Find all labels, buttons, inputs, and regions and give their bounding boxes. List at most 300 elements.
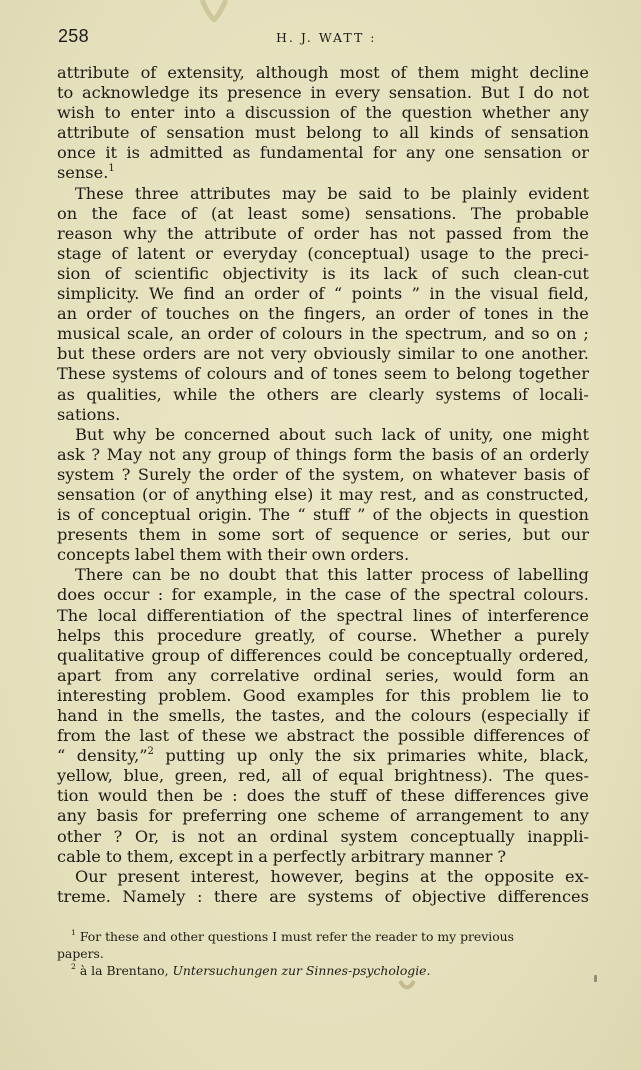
word: “ (333, 284, 343, 304)
word: least (247, 203, 288, 223)
word: them (179, 545, 222, 565)
word: would (452, 665, 503, 685)
word: extensity, (167, 63, 245, 82)
word: things (295, 444, 347, 464)
word: plainly (461, 183, 517, 203)
word: of (308, 284, 325, 304)
word: purely (536, 625, 589, 645)
text-line (57, 204, 589, 224)
word: the (374, 706, 402, 725)
word: case (344, 585, 382, 605)
text-line (57, 364, 589, 384)
word: orders (142, 344, 197, 364)
footnote-text: à la Brentano, (75, 963, 173, 978)
word: green, (174, 766, 228, 786)
word: of (484, 123, 501, 143)
word: stuff (313, 505, 350, 525)
word: There (75, 565, 124, 585)
word: belong (456, 364, 512, 384)
word: except (178, 846, 233, 866)
footnote-mark: 1 (71, 928, 76, 938)
word: ex- (565, 866, 589, 886)
word: ask (57, 444, 85, 464)
text-line (57, 264, 589, 284)
word: stuff (329, 786, 367, 806)
word: of (480, 444, 497, 464)
word: system (57, 464, 115, 484)
word: if (577, 706, 589, 725)
word: The (470, 203, 502, 223)
word: a (513, 625, 524, 645)
word: acknowledge (82, 83, 190, 103)
word: of (172, 484, 189, 504)
word: brightness). (394, 766, 493, 786)
word: not (148, 444, 176, 464)
word: concepts (57, 545, 131, 565)
text-line (57, 143, 589, 163)
word: to (572, 685, 589, 705)
word: in (285, 585, 302, 605)
word: is (126, 143, 140, 163)
word: on (556, 324, 577, 344)
word: once (57, 143, 96, 163)
word: one (444, 143, 475, 163)
word: the (268, 304, 295, 324)
word: in (495, 505, 512, 525)
word: as (232, 143, 251, 163)
word: helps (57, 625, 101, 645)
word: tion (57, 786, 89, 806)
word: conceptually (410, 826, 515, 846)
word: lack (383, 263, 418, 283)
word: ? (497, 846, 507, 866)
word: order (207, 324, 253, 344)
word: own (311, 545, 346, 565)
word: procedure (157, 625, 242, 645)
word: ” (357, 505, 366, 525)
text-line (57, 545, 589, 565)
word: of (375, 786, 392, 806)
word: musical (57, 324, 121, 344)
page-header (58, 26, 589, 50)
word: this (420, 685, 451, 705)
word: obviously (313, 344, 391, 364)
word: from (512, 223, 552, 243)
page-number: 258 (58, 26, 89, 46)
word: else) (274, 484, 314, 504)
word: on (57, 203, 78, 223)
word: has (369, 223, 398, 243)
word: “ (57, 746, 66, 766)
word: can (132, 565, 162, 585)
word: of (389, 806, 406, 826)
word: sations. (57, 404, 121, 424)
text-line (57, 867, 589, 887)
word: sensation (166, 123, 245, 143)
word: label (134, 545, 175, 565)
running-head: H. J. WATT : (276, 30, 377, 45)
word: sensation (510, 123, 589, 143)
word: ordinal (313, 665, 372, 685)
word: and (273, 364, 304, 384)
word: to (57, 83, 74, 103)
word: doubt (228, 565, 276, 585)
word: attribute (204, 223, 277, 243)
text-line (57, 806, 589, 826)
word: of (372, 505, 389, 525)
text-line (57, 103, 589, 123)
text-line (57, 887, 589, 907)
word: no (199, 565, 220, 585)
text-line (57, 666, 589, 686)
footnote-line (57, 962, 589, 979)
word: of (184, 364, 201, 384)
word: presents (57, 525, 128, 545)
word: sensation (57, 484, 136, 504)
word: (or (142, 484, 166, 504)
word: one (502, 424, 533, 444)
word: these (201, 726, 247, 746)
word: interference (487, 605, 589, 625)
word: tones (332, 364, 378, 384)
text-line (57, 766, 589, 786)
word: spectral (336, 605, 404, 625)
text-line (57, 706, 589, 726)
word: all (399, 123, 420, 143)
text-line (57, 344, 589, 364)
word: any (559, 806, 589, 826)
word: tones (483, 304, 529, 324)
word: objectivity (222, 263, 309, 283)
word: qualities, (86, 384, 162, 404)
word: an (237, 826, 258, 846)
word: of (384, 886, 401, 906)
word: the (454, 284, 482, 304)
word: local (97, 605, 137, 625)
word: lie (541, 685, 562, 705)
word: sort (271, 525, 305, 545)
word: The (57, 605, 88, 625)
word: the (504, 243, 532, 263)
word: basis (431, 444, 474, 464)
word: ? (91, 444, 101, 464)
word: simplicity. (57, 284, 140, 304)
word: colours. (523, 585, 589, 605)
word: apart (57, 665, 101, 685)
word: differences (497, 886, 589, 906)
word: Good (242, 685, 286, 705)
word: in (191, 525, 208, 545)
word: of (461, 605, 478, 625)
word: a (225, 103, 236, 123)
word: problem. (158, 685, 232, 705)
word: must (255, 123, 296, 143)
word: latent (137, 243, 186, 263)
word: latter (366, 565, 412, 585)
word: only (268, 746, 304, 766)
word: in (537, 304, 554, 324)
word: locali- (539, 384, 589, 404)
word: differences (229, 645, 322, 665)
word: enter (130, 103, 175, 123)
word: conceptually (407, 645, 512, 665)
word: an (57, 304, 78, 324)
word: preci- (541, 243, 589, 263)
word: why (112, 424, 147, 444)
word: be (155, 424, 176, 444)
word: that (285, 565, 319, 585)
word: there (213, 886, 258, 906)
word: primaries (386, 746, 467, 766)
word: the (308, 464, 335, 484)
word: abstract (286, 726, 355, 746)
text-line (57, 63, 589, 83)
word: does (57, 585, 95, 605)
text-line (57, 304, 589, 324)
word: spectral (448, 585, 516, 605)
margin-speck (594, 975, 597, 982)
word: order (232, 464, 278, 484)
word: But (480, 83, 510, 103)
word: a (258, 846, 268, 866)
word: yellow, (57, 766, 113, 786)
word: Or, (134, 826, 160, 846)
word: of (287, 223, 304, 243)
word: arrangement (415, 806, 523, 826)
word: qualitative (57, 645, 145, 665)
word: These (57, 364, 106, 384)
word: and (423, 484, 455, 504)
word: everyday (222, 243, 298, 263)
word: the (365, 103, 392, 123)
word: with (226, 545, 263, 565)
word: in (310, 83, 327, 103)
text-line (57, 83, 589, 103)
word: cable (57, 846, 101, 866)
word: smells, (168, 706, 226, 725)
word: attributes (189, 183, 271, 203)
word: the (309, 585, 337, 605)
text-line (57, 585, 589, 605)
word: treme. (57, 886, 111, 906)
word: then (156, 786, 194, 806)
word: order (253, 284, 300, 304)
text-line (57, 565, 589, 585)
word: to (478, 243, 495, 263)
word: the (314, 746, 342, 766)
word: of (431, 263, 448, 283)
word: : (196, 886, 203, 906)
word: objects (429, 505, 489, 525)
word: the (300, 605, 327, 625)
word: one (277, 806, 308, 826)
word: opposite (484, 866, 555, 886)
word: concerned (183, 424, 270, 444)
word: them (138, 525, 181, 545)
word: do (533, 83, 554, 103)
word: spectrum, (404, 324, 488, 344)
word: for (372, 143, 397, 163)
word: interesting (57, 685, 147, 705)
word: any (559, 103, 589, 123)
text-line (57, 646, 589, 666)
word: probable (515, 203, 589, 223)
word: most (339, 63, 380, 82)
word: basis (96, 806, 139, 826)
word: the (562, 223, 589, 243)
word: differences (473, 726, 565, 746)
word: our (561, 525, 589, 545)
word: an (568, 665, 589, 685)
text-line (57, 385, 589, 405)
word: other (57, 826, 101, 846)
word: ordinal (269, 826, 328, 846)
word: them, (126, 846, 174, 866)
text-line (57, 123, 589, 143)
word: passed (445, 223, 503, 243)
footnote-title: Untersuchungen zur Sinnes-psychologie. (172, 963, 431, 978)
word: arbitrary (350, 846, 425, 866)
word: for (148, 806, 173, 826)
body-text (57, 63, 589, 907)
word: to (403, 183, 420, 203)
word: kinds (429, 123, 474, 143)
word: putting (165, 746, 226, 766)
word: Surely (137, 464, 192, 484)
word: about (278, 424, 326, 444)
word: it (105, 143, 117, 163)
word: may (338, 484, 373, 504)
text-line (57, 606, 589, 626)
paper-stain-mark (200, 0, 228, 22)
word: form (353, 444, 393, 464)
word: decline (529, 63, 589, 82)
word: We (148, 284, 174, 304)
word: constructed, (486, 484, 589, 504)
word: orderly (529, 444, 589, 464)
word: another. (521, 344, 589, 364)
word: examples (296, 685, 375, 705)
word: Whether (430, 625, 502, 645)
word: anything (195, 484, 268, 504)
word: these (400, 786, 445, 806)
word: last (139, 726, 169, 746)
word: these (91, 344, 136, 364)
word: greatly, (254, 625, 316, 645)
footnote-ref: 1 (108, 163, 115, 175)
word: Our (75, 866, 107, 886)
word: this (327, 565, 358, 585)
word: the (104, 726, 131, 746)
word: question (518, 505, 589, 525)
word: an (375, 304, 396, 324)
word: as (461, 484, 480, 504)
text-line (57, 746, 589, 766)
word: density,”$^2$ (76, 745, 154, 766)
word: perfectly (272, 846, 346, 866)
word: of (458, 304, 475, 324)
word: clearly (368, 384, 425, 404)
word: begins (354, 866, 410, 886)
word: be (202, 786, 223, 806)
word: : (157, 585, 164, 605)
word: colours (206, 364, 267, 384)
word: whatever (439, 464, 517, 484)
text-line (57, 184, 589, 204)
word: them (417, 63, 460, 82)
word: sensations. (364, 203, 457, 223)
word: whether (481, 103, 550, 123)
word: or (571, 143, 589, 163)
word: conceptual (100, 505, 191, 525)
word: of (493, 565, 509, 585)
word: may (281, 183, 317, 203)
word: lines (413, 605, 452, 625)
word: into (183, 103, 216, 123)
footnotes (57, 928, 589, 979)
word: group (151, 645, 201, 665)
word: differentiation (146, 605, 265, 625)
word: be (430, 183, 451, 203)
word: of (259, 324, 276, 344)
word: ordered, (518, 645, 589, 665)
word: be (380, 645, 401, 665)
word: might (541, 424, 589, 444)
word: lack (381, 424, 416, 444)
word: of (104, 263, 121, 283)
word: ques- (544, 766, 589, 786)
word: is (322, 263, 336, 283)
text-line (57, 485, 589, 505)
word: of (111, 243, 128, 263)
word: colours (282, 324, 343, 344)
word: to (461, 344, 478, 364)
word: series, (385, 665, 440, 685)
word: and (494, 324, 525, 344)
word: in (107, 706, 124, 725)
text-line (57, 686, 589, 706)
word: (conceptual) (307, 243, 411, 263)
word: usage (420, 243, 469, 263)
word: fingers, (303, 304, 367, 324)
text-line (57, 786, 589, 806)
word: unity, (448, 424, 494, 444)
word: from (114, 665, 154, 685)
word: at (419, 866, 437, 886)
word: The (503, 766, 535, 786)
word: said (358, 183, 392, 203)
text-line (57, 244, 589, 264)
word: one (484, 344, 515, 364)
word: could (328, 645, 374, 665)
word: systems (435, 384, 501, 404)
word: of (310, 364, 327, 384)
word: series, (458, 525, 512, 545)
word: be (327, 183, 348, 203)
word: such (461, 263, 500, 283)
word: (especially (480, 706, 569, 725)
word: face (132, 203, 167, 223)
word: of (207, 645, 223, 665)
word: the (395, 505, 423, 525)
word: Namely (122, 886, 186, 906)
word: of (328, 625, 345, 645)
word: very (270, 344, 307, 364)
word: any (182, 444, 212, 464)
word: sensation (483, 143, 562, 163)
word: touches (165, 304, 230, 324)
word: might (470, 63, 519, 82)
